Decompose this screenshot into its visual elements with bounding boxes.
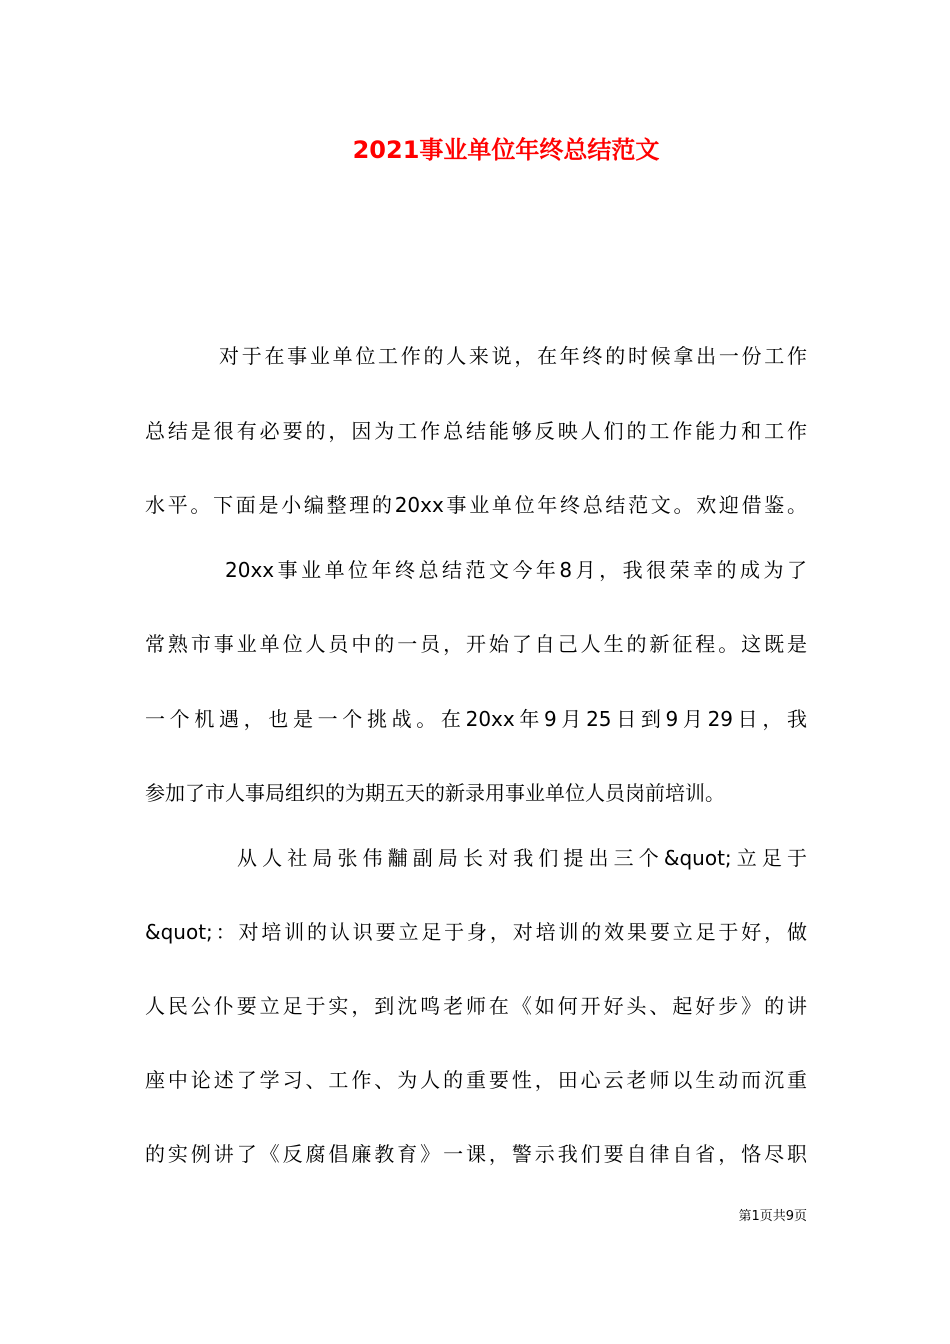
- paragraph-line: 一个机遇，也是一个挑战。在20xx年9月25日到9月29日，我: [145, 707, 807, 731]
- paragraph-line: 总结是很有必要的，因为工作总结能够反映人们的工作能力和工作: [145, 419, 807, 443]
- paragraph-line: 水平。下面是小编整理的20xx事业单位年终总结范文。欢迎借鉴。: [145, 493, 807, 517]
- paragraph-line: 人民公仆要立足于实，到沈鸣老师在《如何开好头、起好步》的讲: [145, 994, 807, 1018]
- paragraph-line: 参加了市人事局组织的为期五天的新录用事业单位人员岗前培训。: [145, 781, 725, 805]
- paragraph-line: &quot;：对培训的认识要立足于身，对培训的效果要立足于好，做: [145, 920, 807, 944]
- paragraph-line: 从人社局张伟黼副局长对我们提出三个&quot;立足于: [237, 846, 807, 870]
- paragraph-line: 20xx事业单位年终总结范文今年8月，我很荣幸的成为了: [225, 558, 807, 582]
- document-title: 2021事业单位年终总结范文: [352, 136, 660, 164]
- paragraph-line: 的实例讲了《反腐倡廉教育》一课，警示我们要自律自省，恪尽职: [145, 1142, 807, 1166]
- page-number: 第1页共9页: [738, 1209, 807, 1224]
- paragraph-line: 常熟市事业单位人员中的一员，开始了自己人生的新征程。这既是: [145, 632, 807, 656]
- paragraph-line: 座中论述了学习、工作、为人的重要性，田心云老师以生动而沉重: [145, 1068, 807, 1092]
- paragraph-line: 对于在事业单位工作的人来说，在年终的时候拿出一份工作: [219, 344, 807, 368]
